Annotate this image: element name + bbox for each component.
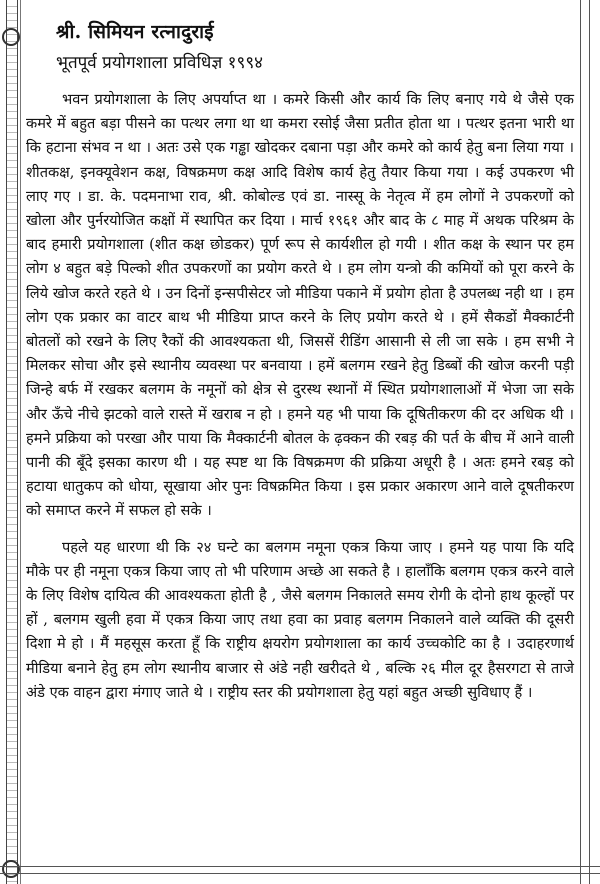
author-name: श्री. सिमियन रत्नादुराई	[56, 21, 214, 43]
paragraph	[26, 88, 574, 524]
bottom-border-decoration	[0, 866, 600, 874]
corner-ornament-icon	[2, 28, 20, 46]
left-border-decoration	[6, 0, 18, 884]
paragraph	[26, 536, 574, 705]
paragraph-text: भवन प्रयोगशाला के लिए अपर्याप्त था । कमरे किसी और कार्य कि लिए बनाए गये थे जैसे एक कमरे में बहुत बड़ा पीसने का पत्थर लगा था था कमरा रसोई जैसा प्रतीत होता था । पत्थर इतना भारी था कि हटाना संभव न था । अतः उसे एक गड्ढा खोदकर दबाना पड़ा और कमरे को कार्य हेतु बना लिया गया । शीतकक्ष, इनक्यूवेशन कक्ष, विषक्रमण कक्ष आदि विशेष कार्य हेतु तैयार किया गया । कई उपकरण भी लाए गए । डा. के. पदमनाभा राव, श्री. कोबोल्ड एवं डा. नास्सू के नेतृत्व में हम लोगों ने उपकरणों को खोला और पुर्नरयोजित कक्षों में स्थापित कर दिया । मार्च १९६१ और बाद के ८ माह में अथक परिश्रम के बाद हमारी प्रयोगशाला (शीत कक्ष छोडकर) पूर्ण रूप से कार्यशील हो गयी । शीत कक्ष के स्थान पर हम लोग ४ बहुत बड़े पिल्को शीत उपकरणों का प्रयोग करते थे । हम लोग यन्त्रो की कमियों को पूरा करने के लिये खोज करते रहते थे । उन दिनों इन्सपीसेटर जो मीडिया पकाने में प्रयोग होता है उपलब्ध नही था । हम लोग एक प्रकार का वाटर बाथ भी मीडिया प्राप्त करने के लिए प्रयोग करते थे । हमें सैकडों मैक्कार्टनी बोतलों को रखने के लिए रैकों की आवश्यकता थी, जिससें रीडिंग आसानी से ली जा सके । हम सभी ने मिलकर सोचा और इसे स्थानीय व्यवस्था पर बनवाया । हमें बलगम रखने हेतु डिब्बों की खोज करनी पड़ी जिन्हे बर्फ में रखकर बलगम के नमूनों को क्षेत्र से दुरस्थ स्थानों में स्थित प्रयोगशालाओं में भेजा जा सके और ऊँचे नीचे झटको वाले रास्ते में खराब न हो । हमने यह भी पाया कि दूषितीकरण की दर अधिक थी । हमने प्रक्रिया को परखा और पाया कि मैक्कार्टनी बोतल के ढ़क्कन की रबड़ की पर्त के बीच में आने वाली पानी की बूँदे इसका कारण थी । यह स्पष्ट था कि विषक्रमण की प्रक्रिया अधूरी है । अतः हमने रबड़ को हटाया धातुकप को धोया, सूखाया ओर पुनः विषक्रमित किया । इस प्रकार अकारण आने वाले दूषतीकरण को समाप्त करने में सफल हो सके ।	[26, 91, 574, 520]
document-header	[52, 18, 572, 73]
left-border-rule	[20, 0, 21, 884]
paragraph-text: पहले यह धारणा थी कि २४ घन्टे का बलगम नमूना एकत्र किया जाए । हमने यह पाया कि यदि मौके पर ही नमूना एकत्र किया जाए तो भी परिणाम अच्छे आ सकते है । हालाँकि बलगम एकत्र करने वाले के लिए विशेष दायित्व की आवश्यकता होती है , जैसे बलगम निकालते समय रोगी के दोनो हाथ कूल्हों पर हों , बलगम खुली हवा में एकत्र किया जाए तथा हवा का प्रवाह बलगम निकालने वाले व्यक्ति की दूसरी दिशा मे हो । मैं महसूस करता हूँ कि राष्ट्रीय क्षयरोग प्रयोगशाला का कार्य उच्चकोटि का है । उदाहरणार्थ मीडिया बनाने हेतु हम लोग स्थानीय बाजार से अंडे नही खरीदते थे , बल्कि २६ मील दूर हैसरगटा से ताजे अंडे एक वाहन द्वारा मंगाए जाते थे । राष्ट्रीय स्तर की प्रयोगशाला हेतु यहां बहुत अच्छी सुविधाए हैं ।	[26, 538, 574, 701]
document-body	[26, 88, 574, 705]
author-designation: भूतपूर्व प्रयोगशाला प्रविधिज्ञ १९९४	[56, 53, 264, 73]
right-border-decoration	[580, 0, 590, 884]
